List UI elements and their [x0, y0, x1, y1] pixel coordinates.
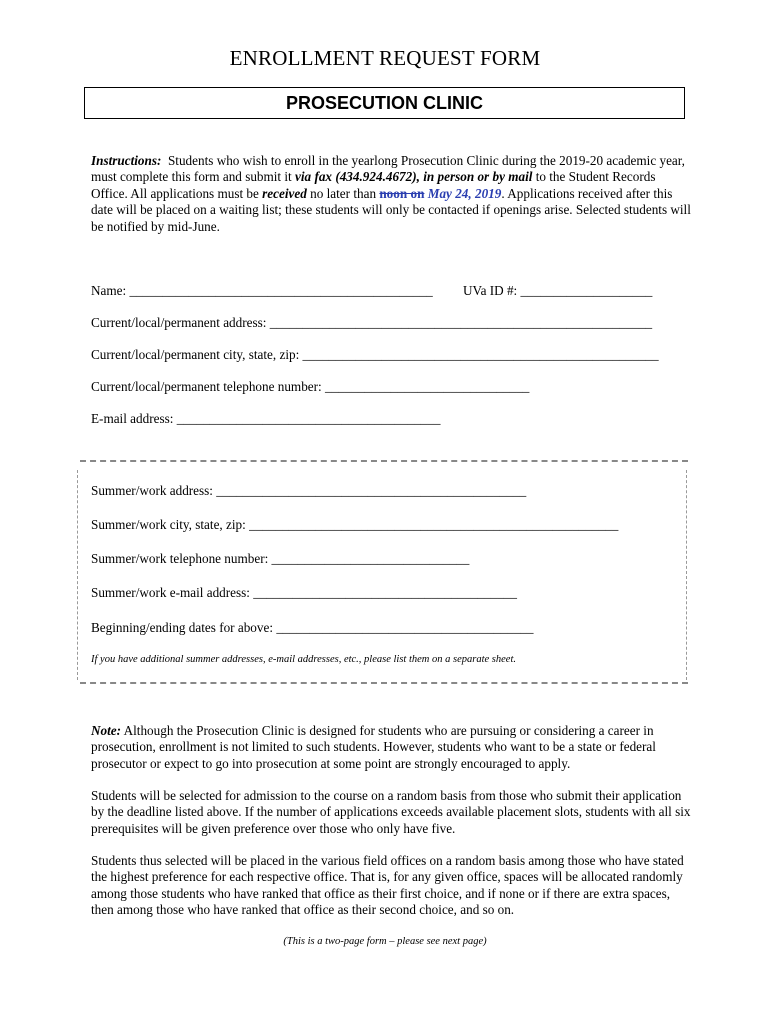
clinic-name: PROSECUTION CLINIC — [285, 93, 483, 113]
selection-paragraph: Students will be selected for admission to the course on a random basis from those who submit their application by the deadline listed above. If the number of applications exceeds available placement slots, students with all six prerequisites will be given preference over those who only have five. — [91, 788, 691, 836]
note-label: Note: — [91, 723, 122, 738]
address-field[interactable]: Current/local/permanent address: __________________________________________________________ — [91, 315, 653, 330]
phone-field[interactable]: Current/local/permanent telephone number: _______________________________ — [91, 379, 530, 394]
struck-text: noon on — [379, 185, 425, 201]
summer-address-field[interactable]: Summer/work address: _______________________________________________ — [91, 483, 527, 498]
name-field[interactable]: Name: ______________________________________________ — [91, 283, 433, 298]
uva-id-field[interactable]: UVa ID #: ____________________ — [463, 283, 653, 298]
note-paragraph — [91, 723, 691, 772]
summer-email-field[interactable]: Summer/work e-mail address: ________________________________________ — [91, 585, 517, 600]
instructions-text4: . Applications received after this date will be placed on a waiting list; these students will only be contacted if openings arise. Selected students will be notified by mid-June. — [91, 185, 691, 234]
summer-note: If you have additional summer addresses, e-mail addresses, etc., please list them on a separate sheet. — [91, 654, 516, 665]
instructions-text2: to the Student Records Office. All applications must be — [91, 169, 656, 201]
summer-dates-field[interactable]: Beginning/ending dates for above: _______________________________________ — [91, 620, 534, 635]
placement-paragraph: Students thus selected will be placed in the various field offices on a random basis among those who have stated the highest preference for each respective office. That is, for any given office, spaces will be allocated randomly among those students who have ranked that office as their first choice, and if none or if there are extra spaces, then among those who have ranked that office as their second choice, and so on. — [91, 853, 684, 918]
summer-section-right-edge — [686, 470, 691, 680]
deadline-date: May 24, 2019 — [427, 185, 502, 201]
instructions-label: Instructions: — [91, 153, 162, 168]
received-emphasis: received — [262, 185, 307, 201]
summer-city-field[interactable]: Summer/work city, state, zip: ________________________________________________________ — [91, 517, 619, 532]
instructions-paragraph — [91, 153, 691, 235]
summer-section-left-edge — [77, 470, 82, 680]
clinic-banner — [84, 87, 685, 119]
submission-methods: via fax (434.924.4672), in person or by mail — [295, 169, 533, 185]
form-title: ENROLLMENT REQUEST FORM — [229, 46, 541, 70]
city-field[interactable]: Current/local/permanent city, state, zip: ______________________________________________________ — [91, 347, 659, 362]
instructions-text3: no later than — [306, 185, 380, 201]
summer-phone-field[interactable]: Summer/work telephone number: ______________________________ — [91, 551, 470, 566]
note-text: Although the Prosecution Clinic is designed for students who are pursuing or considering a career in prosecution, enrollment is not limited to such students. However, students who want to be a state or federal prosecutor or expect to go into prosecution at some point are strongly encouraged to apply. — [91, 723, 656, 771]
instructions-text1: Students who wish to enroll in the yearlong Prosecution Clinic during the 2019-20 academic year, must complete this form and submit it — [91, 153, 685, 185]
page-footer: (This is a two-page form – please see next page) — [283, 936, 487, 947]
email-field[interactable]: E-mail address: ________________________________________ — [91, 411, 441, 426]
